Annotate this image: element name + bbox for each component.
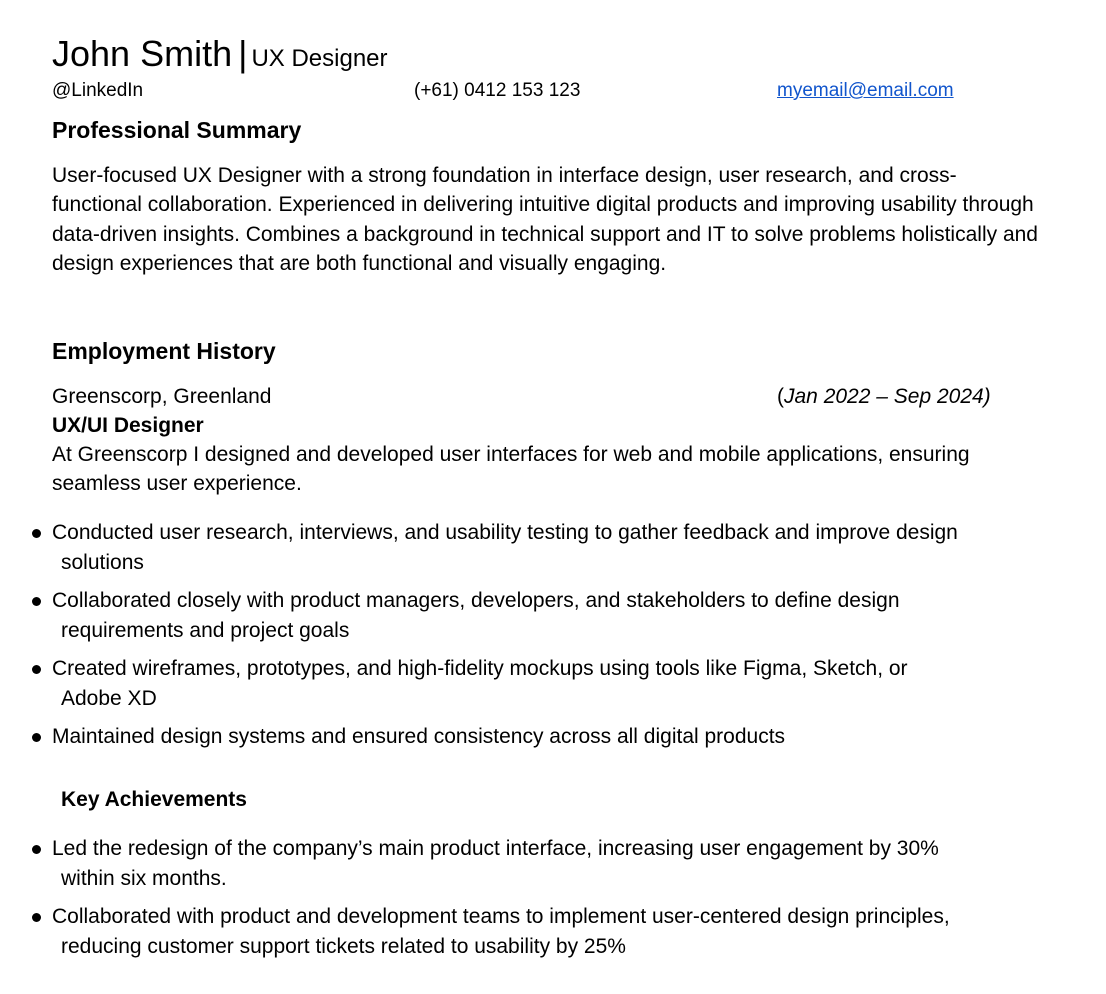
linkedin-handle: @LinkedIn bbox=[52, 80, 144, 101]
list-item-text-cont: within six months. bbox=[61, 867, 227, 890]
name-line bbox=[52, 33, 388, 74]
list-item-text: Created wireframes, prototypes, and high-fidelity mockups using tools like Figma, Sketch, or bbox=[52, 657, 908, 680]
list-item-text-cont: requirements and project goals bbox=[61, 619, 350, 642]
bullet-icon bbox=[32, 913, 41, 922]
bullet-icon bbox=[32, 733, 41, 742]
list-item-text: Led the redesign of the company’s main product interface, increasing user engagement by 30% bbox=[52, 837, 939, 860]
bullet-icon bbox=[32, 597, 41, 606]
list-item bbox=[30, 902, 1030, 962]
list-item bbox=[30, 722, 1030, 752]
summary-text: User-focused UX Designer with a strong foundation in interface design, user research, and cross-functional collaboration. Experienced in delivering intuitive digital products and improving usability through data-driven insights. Combines a background in technical support and IT to solve problems holistically and design experiences that are both functional and visually engaging. bbox=[52, 164, 1038, 275]
list-item-text: Collaborated with product and development teams to implement user-centered design principles, bbox=[52, 905, 950, 928]
list-item bbox=[30, 518, 1030, 578]
list-item-text: Maintained design systems and ensured consistency across all digital products bbox=[52, 725, 786, 748]
list-item bbox=[30, 586, 1030, 646]
candidate-role: UX Designer bbox=[251, 45, 388, 72]
name-separator: | bbox=[238, 33, 248, 74]
phone-number: (+61) 0412 153 123 bbox=[414, 80, 581, 101]
bullet-icon bbox=[32, 845, 41, 854]
job-dates-range: Jan 2022 – Sep 2024) bbox=[784, 385, 991, 408]
job-company: Greenscorp, Greenland bbox=[52, 385, 272, 408]
candidate-name: John Smith bbox=[52, 33, 233, 74]
employment-heading: Employment History bbox=[52, 338, 276, 364]
achievements-heading: Key Achievements bbox=[61, 788, 247, 811]
list-item-text: Collaborated closely with product managers, developers, and stakeholders to define design bbox=[52, 589, 900, 612]
bullet-icon bbox=[32, 529, 41, 538]
email-link[interactable]: myemail@email.com bbox=[777, 80, 954, 101]
job-dates-open: ( bbox=[777, 385, 784, 408]
summary-heading: Professional Summary bbox=[52, 117, 302, 143]
list-item-text: Conducted user research, interviews, and usability testing to gather feedback and improve design bbox=[52, 521, 958, 544]
achievements-list bbox=[30, 834, 1030, 970]
list-item bbox=[30, 834, 1030, 894]
list-item-text-cont: Adobe XD bbox=[61, 687, 157, 710]
job-dates bbox=[777, 382, 991, 411]
responsibilities-list bbox=[30, 518, 1030, 760]
job-description: At Greenscorp I designed and developed user interfaces for web and mobile applications, ensuring seamless user experience. bbox=[52, 443, 970, 495]
list-item-text-cont: reducing customer support tickets related to usability by 25% bbox=[61, 935, 626, 958]
bullet-icon bbox=[32, 665, 41, 674]
list-item-text-cont: solutions bbox=[61, 551, 144, 574]
list-item bbox=[30, 654, 1030, 714]
job-title: UX/UI Designer bbox=[52, 414, 204, 437]
